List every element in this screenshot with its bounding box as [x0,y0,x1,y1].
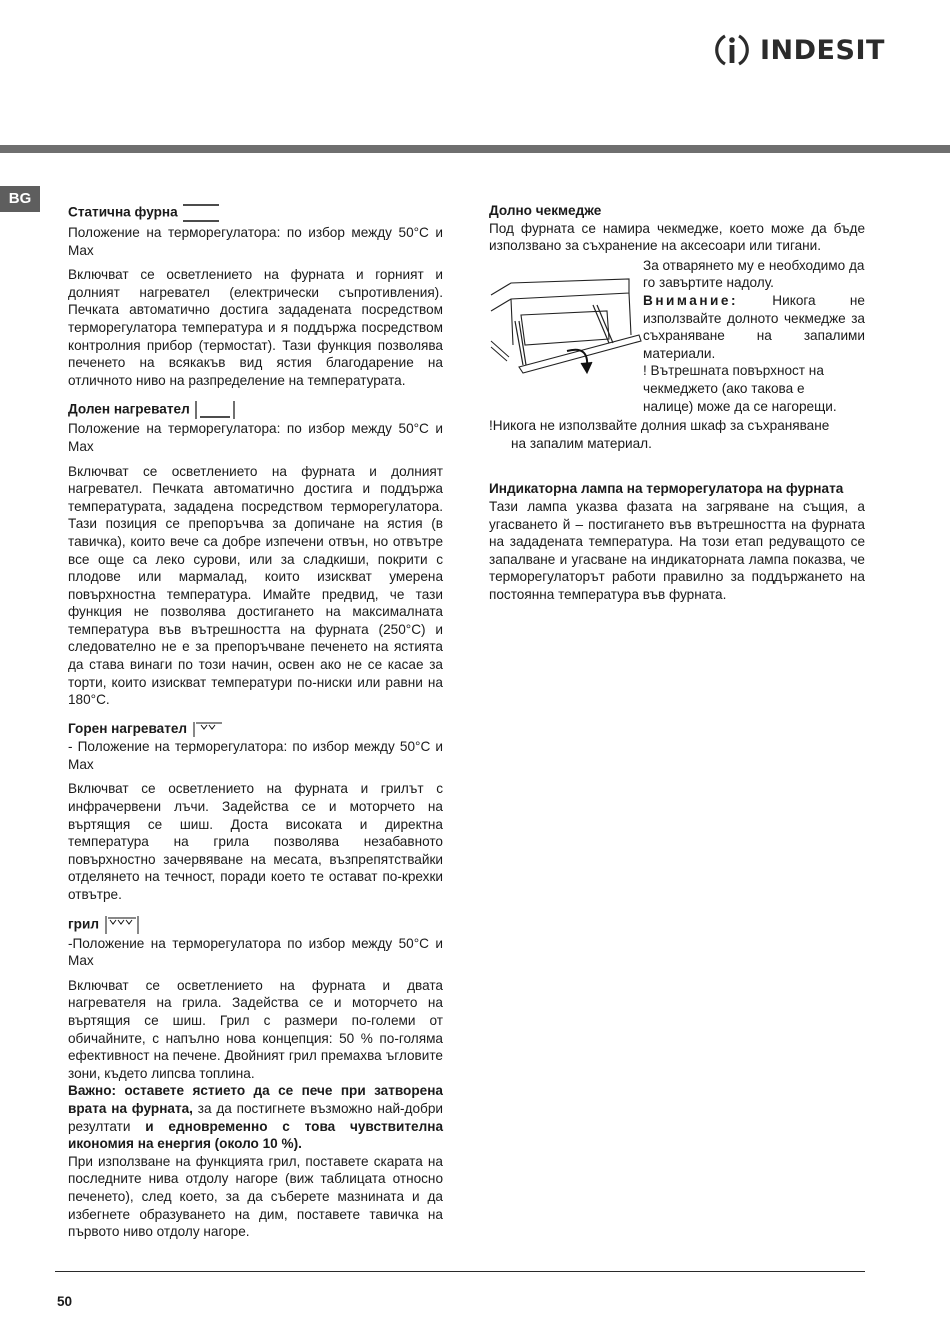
static-oven-position: Положение на терморегулатора: по избор между 50°C и Max [68,225,443,258]
grill-heading [68,915,443,935]
header-bar [0,145,950,153]
lower-heater-heading [68,400,443,420]
drawer-intro: Под фурната се намира чекмедже, което може да бъде използвано за съхранение на аксесоари или тигани. [489,220,865,254]
upper-heater-heading [68,720,443,738]
drawer-attention-label: Внимание: [643,292,738,308]
section-lower-heater [68,400,443,709]
lower-heater-symbol-icon [194,400,238,420]
grill-position: -Положение на терморегулатора по избор между 50°C и Max [68,935,443,969]
grill-tip: При използване на функцията грил, поставете скарата на последните нива отдолу нагоре (виж таблицата относно печенето), след което, за да съберете мазнината и да избегнете образуването на дим, поставете тавичка на първото ниво отдолу нагоре. [68,1153,443,1240]
grill-symbol-icon [103,915,143,935]
lower-heater-title: Долен нагревател [68,401,190,417]
indesit-i-logo-icon [712,30,752,70]
drawer-hot-note: ! Вътрешната повърхност на чекмеджето (ако такова е налице) може да се нагорещи. [643,363,837,414]
grill-important [68,1082,443,1152]
grill-important-middle: за да постигнете възможно най-добри резултати [68,1100,443,1134]
lamp-title: Индикаторна лампа на терморегулатора на фурната [489,481,844,497]
drawer-never-warning [489,417,865,452]
section-grill [68,915,443,1241]
lamp-body: Тази лампа указва фазата на загряване на същия, а угасването й – постигането във вътрешността на фурната на зададената температура. На този етап редуващото се запалване и угасване на индикаторната лампа показва, че терморегулаторът работи правилно за поддържането на постоянна температура във фурната. [489,498,865,602]
drawer-attention [643,292,865,362]
upper-heater-symbol-icon [191,720,227,738]
static-oven-heading [68,202,443,224]
left-column [68,202,443,1241]
static-oven-body: Включват се осветлението на фурната и горният и долният нагревател (електрически съпротивления). Печката автоматично достига зададената посредством терморегулатора температура и я поддържа посредством контролния прибор (термостат). Тази функция позволява печенето на всякакъв вид ястия благодарение на отличното ниво на разпределение на температурата. [68,267,443,388]
upper-heater-body: Включват се осветлението на фурната и грилът с инфрачервени лъчи. Задейства се и моторчето на въртящия се шиш. Доста високата и директна температура на грила позволява незабавното повърхностно зачервяване на месата, възпрепятствайки отделянето на течност, поради което те остават по-крехки отвътре. [68,781,443,902]
grill-important-end: и едновременно с това чувствителна икономия на енергия (около 10 %). [68,1118,443,1152]
section-upper-heater [68,720,443,904]
right-column [489,202,865,603]
upper-heater-position: - Положение на терморегулатора: по избор между 50°C и Max [68,739,443,772]
grill-important-lead: Важно: оставете ястието да се пече при затворена врата на фурната, [68,1083,443,1116]
brand-name: INDESIT [760,34,885,66]
grill-body: Включват се осветлението на фурната и двата нагревателя на грила. Задейства се и моторчето на въртящия се шиш. Грил с размери по-големи от обичайните, с напълно нова концепция: 50 % по-голяма ефективност на печене. Двойният грил премахва ъгловите зони, където липсва топлина. [68,977,443,1081]
section-lower-drawer [489,202,865,452]
static-oven-symbol-icon [181,202,221,224]
drawer-never-line2: на запалим материал. [511,435,652,451]
drawer-open-text: За отварянето му е необходимо да го завъртите надолу. [643,257,865,291]
section-indicator-lamp [489,480,865,603]
language-tab: BG [0,186,40,212]
lower-heater-position: Положение на терморегулатора: по избор между 50°C и Max [68,421,443,454]
drawer-never-line1: !Никога не използвайте долния шкаф за съхраняване [489,418,830,434]
drawer-text [643,257,865,415]
drawer-row [489,257,865,415]
page-number: 50 [57,1294,73,1309]
brand-logo [712,30,885,70]
section-static-oven [68,202,443,389]
drawer-illustration [489,265,643,385]
footer-rule [55,1271,865,1272]
drawer-attention-text: Никога не използвайте долното чекмедже за съхраняване на запалими материали. [643,292,865,361]
upper-heater-title: Горен нагревател [68,720,188,736]
drawer-title: Долно чекмедже [489,203,602,218]
static-oven-title: Статична фурна [68,204,178,220]
grill-title: грил [68,916,99,932]
lower-heater-body: Включват се осветлението на фурната и долният нагревател. Печката автоматично достига и поддържа температурата, зададена посредством терморегулатора. Тази позиция се препоръчва за допичане на ястия (в тавичка), които вече са добре изпечени отвън, но отвътре все още са леко сурови, или за сладкиши, покрити с плодове или мармалад, които изискват умерена повърхностна температура. Имайте предвид, че тази функция не позволява достигането на максималната температура във вътрешността на фурната (250°C) и следователно не е за препоръчване печенето на ястията да става винаги по този начин, освен ако не се касае за торти, които изискват температури по-ниски или равни на 180°C. [68,463,443,708]
